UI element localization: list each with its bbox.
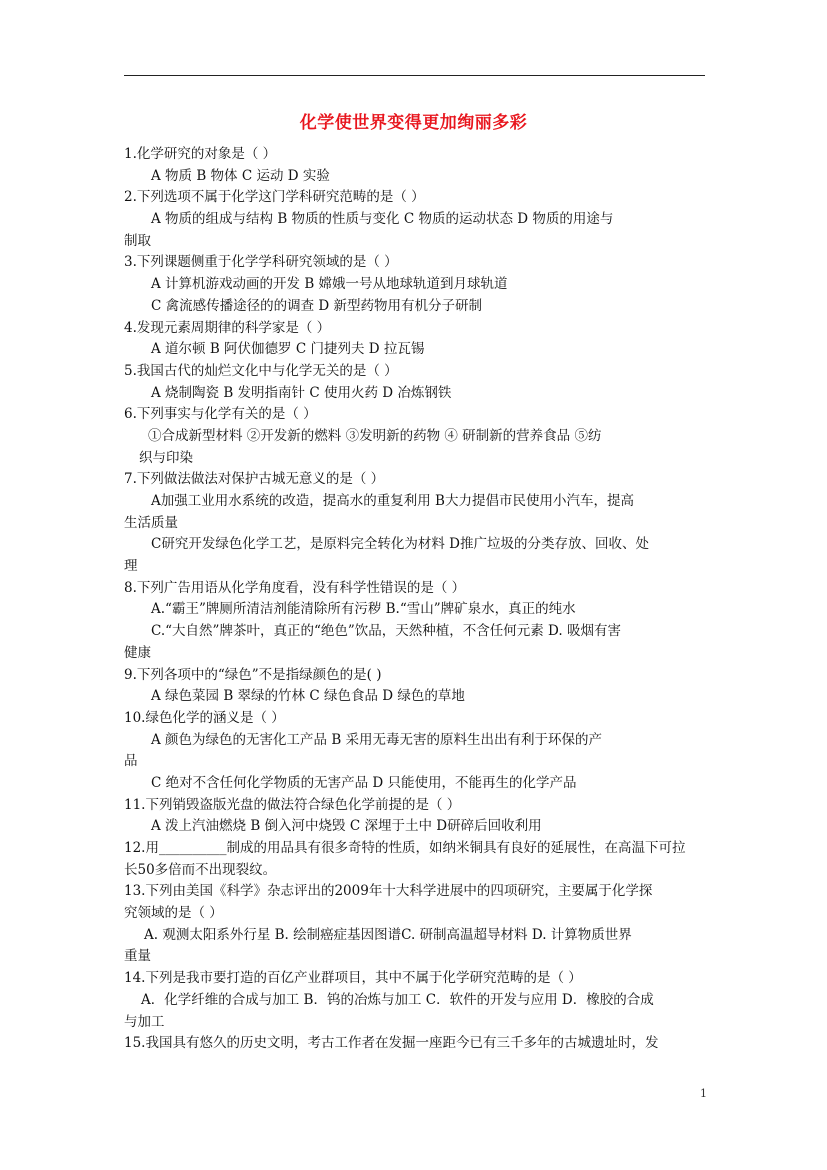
text-line: 3.下列课题侧重于化学学科研究领域的是（ ） <box>124 254 398 271</box>
text-line: 制取 <box>124 232 151 249</box>
text-line: 12.用__________制成的用品具有很多奇特的性质，如纳米铜具有良好的延展性，在高温下可拉 <box>124 840 686 856</box>
text-line: C.“大自然”牌茶叶，真正的“绝色”饮品，天然种植，不含任何元素 D. 吸烟有害 <box>151 623 621 640</box>
text-line: 健康 <box>124 644 151 661</box>
text-line: A. 观测太阳系外行星 B. 绘制癌症基因图谱C. 研制高温超导材料 D. 计算物质世界 <box>144 926 632 943</box>
document-title: 化学使世界变得更加绚丽多彩 <box>299 113 528 133</box>
text-line: A 计算机游戏动画的开发 B 嫦娥一号从地球轨道到月球轨道 <box>151 276 508 293</box>
text-line: 6.下列事实与化学有关的是（ ） <box>124 406 317 423</box>
text-line: A 绿色菜园 B 翠绿的竹林 C 绿色食品 D 绿色的草地 <box>151 688 465 705</box>
text-line: 7.下列做法做法对保护古城无意义的是（ ） <box>124 471 385 488</box>
text-line: 4.发现元素周期律的科学家是（ ） <box>124 319 331 336</box>
text-line: A 颜色为绿色的无害化工产品 B 采用无毒无害的原料生出出有利于环保的产 <box>151 731 603 748</box>
page-number: 1 <box>700 1087 707 1100</box>
text-line: 理 <box>124 558 138 575</box>
text-line: 14.下列是我市要打造的百亿产业群项目，其中不属于化学研究范畴的是（ ） <box>124 970 582 987</box>
text-line: C 绝对不含任何化学物质的无害产品 D 只能使用，不能再生的化学产品 <box>151 774 577 791</box>
text-line: 究领域的是（ ） <box>124 905 223 922</box>
text-line: 10.绿色化学的涵义是（ ） <box>124 709 285 726</box>
text-line: 11.下列销毁盗版光盘的做法符合绿色化学前提的是（ ） <box>124 796 461 813</box>
text-line: 长50多倍而不出现裂纹。 <box>124 861 277 878</box>
text-line: 13.下列由美国《科学》杂志评出的2009年十大科学进展中的四项研究，主要属于化学探 <box>124 883 653 900</box>
text-line: 9.下列各项中的“绿色”不是指绿颜色的是( ) <box>124 666 382 683</box>
question-list <box>124 144 708 1055</box>
text-line: 生活质量 <box>124 514 178 531</box>
text-line: A加强工业用水系统的改造，提高水的重复利用 B大力提倡市民使用小汽车，提高 <box>151 493 634 509</box>
text-line: C 禽流感传播途径的的调查 D 新型药物用有机分子研制 <box>151 297 483 314</box>
text-line: 2.下列选项不属于化学这门学科研究范畴的是（ ） <box>124 189 425 206</box>
text-line: ①合成新型材料 ②开发新的燃料 ③发明新的药物 ④ 研制新的营养食品 ⑤纺 <box>148 427 602 444</box>
text-line: 1.化学研究的对象是（ ） <box>124 146 277 162</box>
text-line: 与加工 <box>124 1013 165 1030</box>
text-line: A 泼上汽油燃烧 B 倒入河中烧毁 C 深埋于土中 D研碎后回收利用 <box>151 818 542 835</box>
text-line: 重量 <box>124 948 151 965</box>
text-line: 5.我国古代的灿烂文化中与化学无关的是（ ） <box>124 362 398 379</box>
text-line: A．化学纤维的合成与加工 B．钨的冶炼与加工 C．软件的开发与应用 D．橡胶的合成 <box>141 991 654 1008</box>
text-line: 8.下列广告用语从化学角度看，没有科学性错误的是（ ） <box>124 579 466 596</box>
text-line: 织与印染 <box>139 449 193 466</box>
header-rule <box>124 75 705 76</box>
text-line: A 道尔顿 B 阿伏伽德罗 C 门捷列夫 D 拉瓦锡 <box>151 341 425 358</box>
text-line: A 物质 B 物体 C 运动 D 实验 <box>151 167 330 184</box>
text-line: 15.我国具有悠久的历史文明，考古工作者在发掘一座距今已有三千多年的古城遗址时，发 <box>124 1035 659 1052</box>
text-line: C研究开发绿色化学工艺，是原料完全转化为材料 D推广垃圾的分类存放、回收、处 <box>151 536 649 553</box>
text-line: A.“霸王”牌厕所清洁剂能清除所有污秽 B.“雪山”牌矿泉水，真正的纯水 <box>151 601 576 618</box>
text-line: A 烧制陶瓷 B 发明指南针 C 使用火药 D 冶炼钢铁 <box>151 384 452 401</box>
text-line: 品 <box>124 753 138 770</box>
text-line: A 物质的组成与结构 B 物质的性质与变化 C 物质的运动状态 D 物质的用途与 <box>151 211 614 228</box>
